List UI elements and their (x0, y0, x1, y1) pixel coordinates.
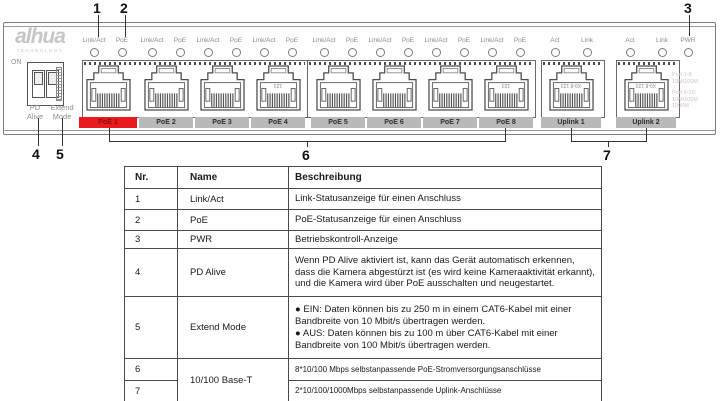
led-indicator-icon (460, 48, 469, 57)
callout-number-7: 7 (603, 147, 611, 163)
led-group (166, 36, 194, 57)
callout-bracket-6-left (109, 128, 110, 141)
column-header-beschreibung: Beschreibung (289, 167, 602, 189)
callout-number-6: 6 (302, 147, 310, 163)
led-group (422, 36, 450, 57)
led-indicator-icon (320, 48, 329, 57)
led-group (194, 36, 222, 57)
led-indicator-icon (432, 48, 441, 57)
poe-port-8 (477, 36, 535, 130)
rj45-port-icon (372, 64, 417, 111)
rj45-port-icon (144, 64, 189, 111)
callout-line-4 (38, 118, 39, 146)
pwr-led-group (674, 36, 702, 57)
uplink-port-1 (539, 36, 603, 130)
led-label: PoE (229, 37, 243, 44)
port-label: PoE 3 (195, 117, 249, 128)
led-group (338, 36, 366, 57)
led-indicator-icon (684, 48, 693, 57)
led-label: Link/Act (480, 37, 504, 44)
port-label: PoE 6 (367, 117, 421, 128)
dip-switch-handle (34, 72, 43, 85)
led-label: Link/Act (312, 37, 336, 44)
extend-mode-label: Extend Mode (50, 103, 74, 121)
led-group (278, 36, 306, 57)
row-desc (289, 297, 602, 359)
row-desc: Wenn PD Alive aktiviert ist, kann das Gerät automatisch erkennen, dass die Kamera abgestürzt ist (es wird keine Kameraaktivität erkannt), und die Kamera wird über PoE ausschalten und neugestartet. (289, 249, 602, 297)
panel-bottom-rail (4, 130, 715, 131)
port-marking: 123 (273, 82, 283, 88)
poe-port-7 (421, 36, 479, 130)
led-group (506, 36, 534, 57)
row-nr: 5 (125, 297, 178, 359)
description-table (124, 166, 602, 401)
led-label: PoE (513, 37, 527, 44)
table-row (125, 249, 602, 297)
led-label: PoE (345, 37, 359, 44)
led-indicator-icon (204, 48, 213, 57)
led-indicator-icon (348, 48, 357, 57)
rj45-port-icon (316, 64, 361, 111)
led-label: Act (550, 37, 560, 44)
panel-side-print: Port 1-8: 10M/100M Port 9-10: 10M/100M 1000M (672, 72, 698, 109)
pwr-led-label: PWR (680, 37, 696, 44)
led-group (366, 36, 394, 57)
callout-line-1 (98, 15, 99, 37)
poe-port-5 (309, 36, 367, 130)
port-label: PoE 5 (311, 117, 365, 128)
rj45-port-icon (86, 64, 131, 111)
led-indicator-icon (658, 48, 667, 57)
row-nr: 3 (125, 231, 178, 249)
port-label: Uplink 2 (616, 117, 676, 128)
led-group (250, 36, 278, 57)
table-row (125, 359, 602, 381)
poe-port-3 (193, 36, 251, 130)
led-label: Link (656, 37, 668, 44)
led-group (616, 36, 644, 57)
led-label: Link/Act (368, 37, 392, 44)
callout-number-1: 1 (93, 0, 101, 16)
row-nr: 1 (125, 189, 178, 210)
table-row (125, 231, 602, 249)
led-indicator-icon (118, 48, 127, 57)
led-label: PoE (457, 37, 471, 44)
port-marking: 123 (501, 82, 511, 88)
led-indicator-icon (404, 48, 413, 57)
led-indicator-icon (516, 48, 525, 57)
bullet-ein: ● EIN: Daten können bis zu 250 m in einem CAT6-Kabel mit einer Bandbreite von 10 Mbit/s übertragen werden. (295, 304, 572, 327)
port-label: PoE 2 (139, 117, 193, 128)
led-label: PoE (115, 37, 129, 44)
led-group (138, 36, 166, 57)
poe-port-2 (137, 36, 195, 130)
row-desc: PoE-Statusanzeige für einen Anschluss (289, 210, 602, 231)
port-label: PoE 4 (251, 117, 305, 128)
callout-bracket-7-right (646, 128, 647, 141)
led-indicator-icon (90, 48, 99, 57)
led-indicator-icon (626, 48, 635, 57)
led-group (108, 36, 136, 57)
led-group (450, 36, 478, 57)
callout-bracket-6-right (505, 128, 506, 141)
led-indicator-icon (176, 48, 185, 57)
port-label: PoE 8 (479, 117, 533, 128)
uplink-port-2 (614, 36, 678, 130)
dahua-logo (9, 26, 71, 53)
callout-line-2 (125, 15, 126, 37)
row-desc: Link-Statusanzeige für einen Anschluss (289, 189, 602, 210)
row-nr: 6 (125, 359, 178, 381)
callout-number-5: 5 (56, 146, 64, 162)
row-name: Link/Act (178, 189, 289, 210)
led-label: PoE (401, 37, 415, 44)
port-label: Uplink 1 (541, 117, 601, 128)
callout-bracket-7-left (571, 128, 572, 141)
row-desc: Betriebskontroll-Anzeige (289, 231, 602, 249)
led-label: Link/Act (252, 37, 276, 44)
port-label: PoE 1 (79, 117, 137, 128)
table-row (125, 210, 602, 231)
led-indicator-icon (260, 48, 269, 57)
port-label: PoE 7 (423, 117, 477, 128)
column-header-name: Name (178, 167, 289, 189)
led-label: Link/Act (140, 37, 164, 44)
led-indicator-icon (148, 48, 157, 57)
led-group (541, 36, 569, 57)
led-label: Link/Act (82, 37, 106, 44)
row-name: PD Alive (178, 249, 289, 297)
dip-switch-ridge (56, 67, 62, 101)
callout-line-3 (689, 15, 690, 36)
row-name: PWR (178, 231, 289, 249)
poe-port-6 (365, 36, 423, 130)
led-label: Act (625, 37, 635, 44)
row-name: PoE (178, 210, 289, 231)
table-row (125, 297, 602, 359)
pd-alive-label: PD Alive (26, 103, 44, 121)
led-group (573, 36, 601, 57)
row-desc: 8*10/100 Mbps selbstanpassende PoE-Stromversorgungsanschlüsse (289, 359, 602, 381)
brand-subtext: TECHNOLOGY (16, 48, 64, 53)
led-indicator-icon (288, 48, 297, 57)
row-name: Extend Mode (178, 297, 289, 359)
bullet-aus: ● AUS: Daten können bis zu 100 m über CAT6-Kabel mit einer Bandbreite von 100 Mbit/s übertragen werden. (295, 328, 558, 351)
led-label: Link (581, 37, 593, 44)
callout-number-2: 2 (120, 0, 128, 16)
led-group (80, 36, 108, 57)
row-nr: 2 (125, 210, 178, 231)
dip-on-label: ON (11, 59, 22, 66)
rj45-port-icon (428, 64, 473, 111)
led-indicator-icon (232, 48, 241, 57)
led-indicator-icon (488, 48, 497, 57)
led-group (394, 36, 422, 57)
row-nr: 7 (125, 381, 178, 401)
panel-top-rail (4, 26, 715, 27)
callout-number-4: 4 (32, 146, 40, 162)
led-group (310, 36, 338, 57)
table-row (125, 189, 602, 210)
dip-switch-slot-1 (32, 70, 45, 98)
row-name-merged: 10/100 Base-T (178, 359, 289, 401)
brand-text: alhua (15, 25, 65, 48)
callout-number-3: 3 (684, 0, 692, 16)
port-marking: X9-8 123 (635, 82, 657, 88)
led-label: PoE (285, 37, 299, 44)
led-label: PoE (173, 37, 187, 44)
row-desc: 2*10/100/1000Mbps selbstanpassende Uplink-Anschlüsse (289, 381, 602, 401)
callout-line-5 (62, 118, 63, 146)
table-header-row (125, 167, 602, 189)
row-nr: 4 (125, 249, 178, 297)
led-indicator-icon (551, 48, 560, 57)
led-indicator-icon (376, 48, 385, 57)
led-label: Link/Act (196, 37, 220, 44)
dip-switch (27, 62, 64, 106)
column-header-nr: Nr. (125, 167, 178, 189)
led-label: Link/Act (424, 37, 448, 44)
led-group (478, 36, 506, 57)
led-group (222, 36, 250, 57)
led-indicator-icon (583, 48, 592, 57)
poe-port-4 (249, 36, 307, 130)
poe-port-1 (79, 36, 137, 130)
port-marking: X9-8 123 (560, 82, 582, 88)
callout-bracket-7 (571, 141, 647, 142)
rj45-port-icon (200, 64, 245, 111)
led-group (648, 36, 676, 57)
